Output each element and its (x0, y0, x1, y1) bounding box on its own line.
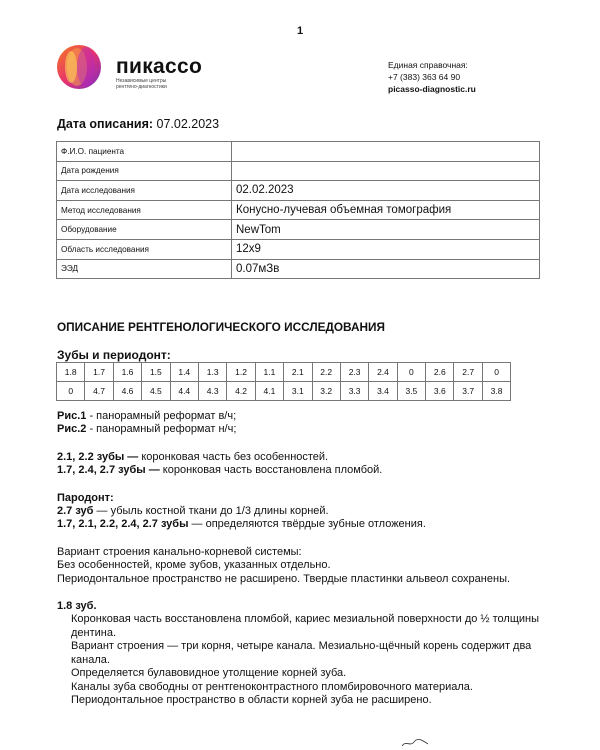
contacts-block (388, 59, 476, 95)
parodont-note (57, 518, 557, 531)
row-value (232, 161, 540, 181)
teeth-row-lower (57, 382, 511, 401)
tooth-cell: 3.6 (426, 382, 454, 401)
tooth-cell: 3.5 (397, 382, 425, 401)
row-value: 02.02.2023 (232, 181, 540, 201)
patient-info-table (56, 141, 540, 279)
description-date (57, 117, 219, 131)
fig2-line (57, 423, 557, 436)
canal-line: Без особенностей, кроме зубов, указанных отдельно. (57, 559, 331, 572)
canal-line: Вариант строения канально-корневой системы: (57, 545, 302, 558)
tooth18-line: Каналы зуба свободны от рентгеноконтрастного пломбировочного материала. (71, 680, 473, 693)
tooth-cell: 1.5 (142, 363, 170, 382)
contacts-label: Единая справочная: (388, 60, 468, 70)
row-key: Дата исследования (57, 181, 232, 201)
row-key: Область исследования (57, 239, 232, 259)
tooth-cell: 1.6 (113, 363, 141, 382)
fig2-label: Рис.2 (57, 423, 87, 436)
note-label: 1.7, 2.4, 2.7 зубы — (57, 464, 160, 477)
table-row (57, 161, 540, 181)
picasso-logo-icon (56, 44, 102, 90)
tooth-cell: 3.8 (482, 382, 510, 401)
row-value: Конусно-лучевая объемная томография (232, 200, 540, 220)
tooth-cell: 3.7 (454, 382, 482, 401)
teeth-row-upper (57, 363, 511, 382)
tooth-cell: 4.5 (142, 382, 170, 401)
page-number: 1 (296, 25, 304, 37)
note-text: — убыль костной ткани до 1/3 длины корней. (93, 505, 329, 518)
tooth-cell: 2.3 (340, 363, 368, 382)
table-row (57, 220, 540, 240)
contacts-url[interactable]: picasso-diagnostic.ru (388, 84, 476, 94)
tooth-cell: 4.3 (198, 382, 226, 401)
fig2-text: - панорамный реформат н/ч; (86, 423, 237, 436)
tooth-cell: 0 (482, 363, 510, 382)
fig1-text: - панорамный реформат в/ч; (86, 410, 237, 422)
row-key: Ф.И.О. пациента (57, 142, 232, 162)
tooth-cell: 3.3 (340, 382, 368, 401)
tooth-cell: 1.8 (57, 363, 85, 382)
parodont-title: Пародонт: (57, 491, 114, 504)
teeth-note (57, 464, 557, 477)
signature-mark-icon (400, 738, 430, 748)
row-value: NewTom (232, 220, 540, 240)
table-row (57, 259, 540, 279)
row-key: Метод исследования (57, 200, 232, 220)
table-row (57, 239, 540, 259)
tooth-cell: 1.3 (198, 363, 226, 382)
tooth18-line: Вариант строения — три корня, четыре канала. Мезиально-щёчный корень содержит два канала. (71, 640, 532, 666)
tooth-cell: 1.2 (227, 363, 255, 382)
tooth-cell: 4.1 (255, 382, 283, 401)
parodont-note (57, 505, 557, 518)
tooth-cell: 0 (397, 363, 425, 382)
tooth-cell: 2.1 (284, 363, 312, 382)
canal-line: Периодонтальное пространство не расширено. Твердые пластинки альвеол сохранены. (57, 572, 511, 585)
note-label: 2.1, 2.2 зубы — (57, 450, 139, 463)
row-value (232, 142, 540, 162)
tooth-cell: 2.2 (312, 363, 340, 382)
row-value: 12x9 (232, 239, 540, 259)
row-value: 0.07мЗв (232, 259, 540, 279)
tooth-cell: 3.1 (284, 382, 312, 401)
note-text: коронковая часть восстановлена пломбой. (159, 464, 383, 477)
description-date-value: 07.02.2023 (156, 117, 220, 131)
description-date-label: Дата описания: (57, 117, 154, 131)
note-text: коронковая часть без особенностей. (138, 450, 329, 463)
tooth-cell: 2.7 (454, 363, 482, 382)
note-label: 2.7 зуб (57, 505, 94, 518)
report-body (57, 410, 557, 707)
note-text: — определяются твёрдые зубные отложения. (188, 518, 426, 531)
row-key: Оборудование (57, 220, 232, 240)
tooth-cell: 3.4 (369, 382, 397, 401)
row-key: ЭЭД (57, 259, 232, 279)
tooth-cell: 4.2 (227, 382, 255, 401)
teeth-chart-table (56, 362, 511, 401)
tooth-cell: 4.4 (170, 382, 198, 401)
tooth18-title: 1.8 зуб. (57, 600, 97, 613)
table-row (57, 181, 540, 201)
teeth-note (57, 451, 557, 464)
tooth18-line: Коронковая часть восстановлена пломбой, кариес мезиальной поверхности до ½ толщины дентина. (71, 613, 540, 639)
tooth-cell: 4.6 (113, 382, 141, 401)
tooth-cell: 3.2 (312, 382, 340, 401)
tooth-cell: 4.7 (85, 382, 113, 401)
brand-subtitle: Независимые центры рентгено-диагностики (116, 78, 167, 90)
tooth18-line: Периодонтальное пространство в области корней зуба не расширено. (71, 693, 432, 706)
section-title: ОПИСАНИЕ РЕНТГЕНОЛОГИЧЕСКОГО ИССЛЕДОВАНИЯ (57, 320, 385, 334)
fig1-line (57, 410, 557, 423)
tooth18-line: Определяется булавовидное утолщение корней зуба. (71, 667, 347, 680)
row-key: Дата рождения (57, 161, 232, 181)
fig1-label: Рис.1 (57, 410, 87, 422)
note-label: 1.7, 2.1, 2.2, 2.4, 2.7 зубы (57, 518, 189, 531)
tooth-cell: 1.7 (85, 363, 113, 382)
tooth-cell: 1.4 (170, 363, 198, 382)
contacts-phone: +7 (383) 363 64 90 (388, 72, 461, 82)
table-row (57, 142, 540, 162)
brand-name: пикассо (116, 55, 203, 78)
tooth-cell: 1.1 (255, 363, 283, 382)
teeth-title: Зубы и периодонт: (57, 348, 171, 362)
tooth-cell: 2.4 (369, 363, 397, 382)
table-row (57, 200, 540, 220)
tooth-cell: 2.6 (426, 363, 454, 382)
tooth-cell: 0 (57, 382, 85, 401)
